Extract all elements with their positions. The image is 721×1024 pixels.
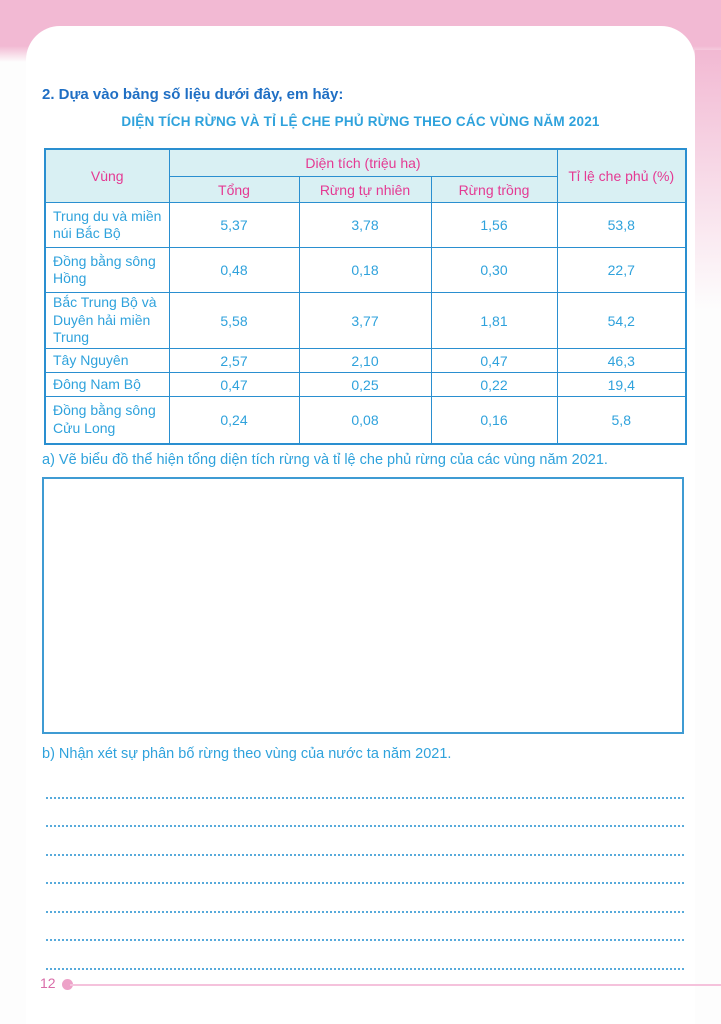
cell-total: 2,57 [169,349,299,373]
cell-natural: 2,10 [299,349,431,373]
cell-natural: 3,78 [299,203,431,248]
cell-coverage: 19,4 [557,373,686,397]
footer-rule [70,984,721,986]
table-row [45,203,686,248]
answer-line[interactable] [46,770,684,799]
cell-region: Tây Nguyên [45,349,169,373]
cell-region: Trung du và miền núi Bắc Bộ [45,203,169,248]
table-row [45,373,686,397]
cell-planted: 0,30 [431,248,557,293]
table-title: DIỆN TÍCH RỪNG VÀ TỈ LỆ CHE PHỦ RỪNG THEO CÁC VÙNG NĂM 2021 [121,114,600,129]
table-row [45,293,686,349]
cell-region: Đồng bằng sông Cửu Long [45,397,169,444]
cell-planted: 1,56 [431,203,557,248]
col-header-coverage: Tỉ lệ che phủ (%) [557,149,686,203]
cell-coverage: 53,8 [557,203,686,248]
cell-total: 5,58 [169,293,299,349]
cell-planted: 0,16 [431,397,557,444]
exercise-instruction: 2. Dựa vào bảng số liệu dưới đây, em hãy: [42,86,344,103]
cell-planted: 1,81 [431,293,557,349]
table-row [45,349,686,373]
answer-line[interactable] [46,799,684,828]
cell-natural: 0,25 [299,373,431,397]
cell-total: 5,37 [169,203,299,248]
table-row [45,248,686,293]
cell-coverage: 22,7 [557,248,686,293]
cell-natural: 3,77 [299,293,431,349]
cell-natural: 0,18 [299,248,431,293]
answer-line[interactable] [46,884,684,913]
col-header-area-group: Diện tích (triệu ha) [169,149,557,177]
answer-line[interactable] [46,827,684,856]
cell-total: 0,48 [169,248,299,293]
cell-total: 0,47 [169,373,299,397]
task-a-label: a) Vẽ biểu đồ thể hiện tổng diện tích rừng và tỉ lệ che phủ rừng của các vùng năm 2021. [42,452,608,468]
answer-line[interactable] [46,856,684,885]
col-header-region: Vùng [45,149,169,203]
col-header-natural: Rừng tự nhiên [299,177,431,203]
answer-lines [46,770,684,970]
chart-drawing-area[interactable] [42,477,684,734]
cell-coverage: 46,3 [557,349,686,373]
cell-region: Bắc Trung Bộ và Duyên hải miền Trung [45,293,169,349]
header-row-1 [45,149,686,177]
cell-coverage: 54,2 [557,293,686,349]
cell-coverage: 5,8 [557,397,686,444]
forest-data-table [44,148,687,445]
cell-total: 0,24 [169,397,299,444]
answer-line[interactable] [46,913,684,942]
task-b-label: b) Nhận xét sự phân bố rừng theo vùng của nước ta năm 2021. [42,746,452,762]
table-row [45,397,686,444]
answer-line[interactable] [46,941,684,970]
col-header-planted: Rừng trồng [431,177,557,203]
cell-region: Đông Nam Bộ [45,373,169,397]
cell-planted: 0,47 [431,349,557,373]
cell-planted: 0,22 [431,373,557,397]
col-header-total: Tổng [169,177,299,203]
cell-natural: 0,08 [299,397,431,444]
cell-region: Đồng bằng sông Hồng [45,248,169,293]
page-number: 12 [40,975,56,991]
